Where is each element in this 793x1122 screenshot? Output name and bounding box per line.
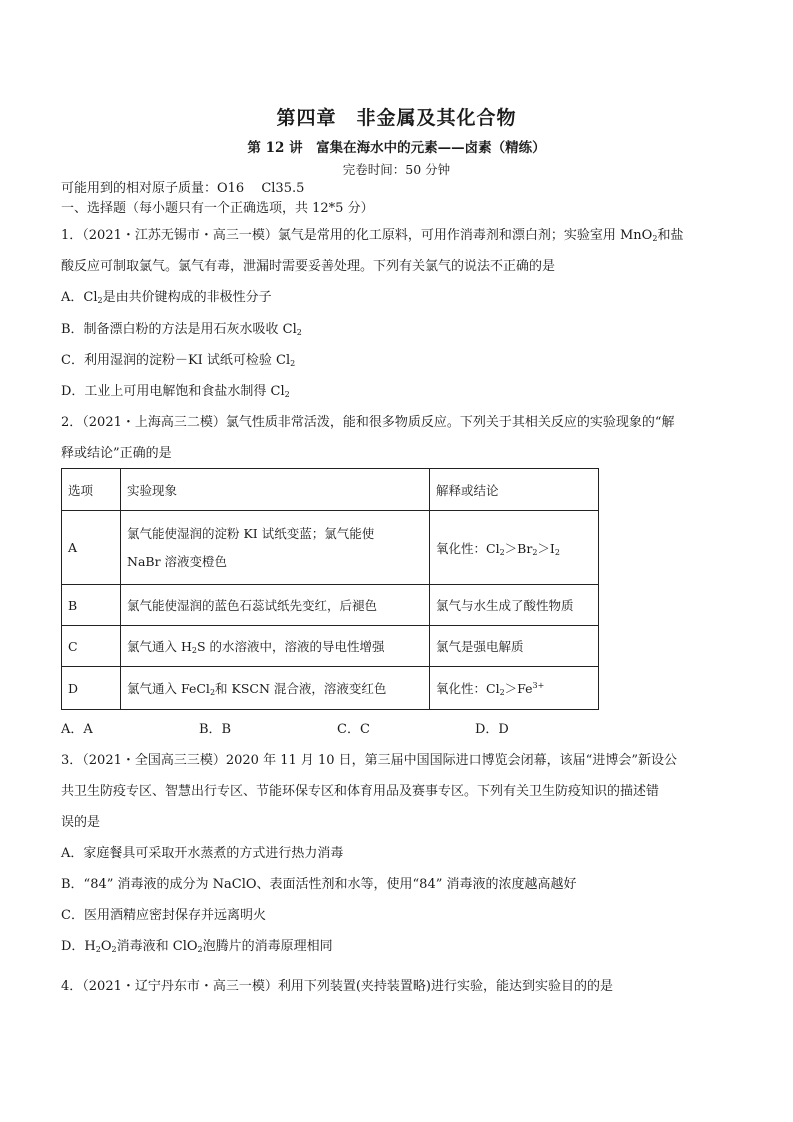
q1-option-b: B．制备漂白粉的方法是用石灰水吸收 $Cl_2$: [61, 322, 302, 337]
q3-option-b: B．“84” 消毒液的成分为 NaClO、表面活性剂和水等，使用“84” 消毒液的浓度越高越好: [61, 877, 577, 892]
q1-option-d: D．工业上可用电解饱和食盐水制得 $Cl_2$: [61, 384, 290, 399]
q2-choice-d: D．D: [475, 722, 509, 737]
table-row: [62, 626, 599, 667]
q1-stem-line1: 1．（2021・江苏无锡市・高三一模）氯气是常用的化工原料，可用作消毒剂和漂白剂；实验室用 MnO$_2$和盐: [61, 228, 684, 243]
row-c-phenomenon: 氯气通入 $H_2S$ 的水溶液中，溶液的导电性增强: [121, 626, 430, 667]
row-a-option: A: [62, 511, 121, 585]
row-c-option: C: [62, 626, 121, 667]
q2-stem-line2: 释或结论”正确的是: [61, 446, 172, 461]
q2-choice-a: A．A: [61, 722, 93, 737]
row-a-conclusion: 氧化性：$Cl_2>Br_2>I_2$: [430, 511, 599, 585]
table-row: [62, 585, 599, 626]
q2-choice-c: C．C: [337, 722, 370, 737]
q2-table: [61, 468, 599, 710]
table-row: [62, 511, 599, 585]
chapter-title: 第四章 非金属及其化合物: [276, 107, 517, 129]
q3-option-a: A．家庭餐具可采取开水蒸煮的方式进行热力消毒: [61, 846, 344, 861]
q4-stem-line1: 4．（2021・辽宁丹东市・高三一模）利用下列装置(夹持装置略)进行实验，能达到实验目的的是: [61, 979, 613, 994]
row-c-conclusion: 氯气是强电解质: [430, 626, 599, 667]
q3-option-c: C．医用酒精应密封保存并远离明火: [61, 908, 266, 923]
row-b-option: B: [62, 585, 121, 626]
q1-option-a: A．$Cl_2$是由共价键构成的非极性分子: [61, 290, 272, 305]
q2-choices: [61, 722, 613, 738]
q3-stem-line3: 误的是: [61, 815, 101, 830]
header-option: 选项: [62, 469, 121, 511]
row-a-phenomenon: 氯气能使湿润的淀粉 KI 试纸变蓝；氯气能使 NaBr 溶液变橙色: [121, 511, 430, 585]
header-phenomenon: 实验现象: [121, 469, 430, 511]
atomic-masses: 可能用到的相对原子质量：O16 Cl35.5: [61, 181, 305, 196]
exam-time: 完卷时间：50 分钟: [342, 162, 451, 177]
row-d-phenomenon: 氯气通入 FeCl$_2$和 KSCN 混合液，溶液变红色: [121, 667, 430, 710]
q3-option-d: D．$H_2O_2$消毒液和 ClO$_2$泡腾片的消毒原理相同: [61, 939, 333, 954]
row-d-conclusion: 氧化性：$Cl_2>Fe^{3+}$: [430, 667, 599, 710]
q3-stem-line2: 共卫生防疫专区、智慧出行专区、节能环保专区和体育用品及赛事专区。下列有关卫生防疫知识的描述错: [61, 784, 660, 799]
q3-stem-line1: 3．（2021・全国高三三模）2020 年 11 月 10 日，第三届中国国际进口博览会闭幕，该届“进博会”新设公: [61, 753, 677, 768]
row-d-option: D: [62, 667, 121, 710]
q1-option-c: C．利用湿润的淀粉－KI 试纸可检验 $Cl_2$: [61, 353, 296, 368]
section-heading: 一、选择题（每小题只有一个正确选项，共 12*5 分）: [61, 201, 374, 216]
row-b-conclusion: 氯气与水生成了酸性物质: [430, 585, 599, 626]
table-row: [62, 667, 599, 710]
table-header-row: [62, 469, 599, 511]
row-b-phenomenon: 氯气能使湿润的蓝色石蕊试纸先变红，后褪色: [121, 585, 430, 626]
q1-stem-line2: 酸反应可制取氯气。氯气有毒，泄漏时需要妥善处理。下列有关氯气的说法不正确的是: [61, 259, 556, 274]
header-conclusion: 解释或结论: [430, 469, 599, 511]
q2-choice-b: B．B: [199, 722, 232, 737]
q2-stem-line1: 2．（2021・上海高三二模）氯气性质非常活泼，能和很多物质反应。下列关于其相关反应的实验现象的“解: [61, 415, 675, 430]
lesson-title: 第 12 讲 富集在海水中的元素——卤素（精练）: [247, 140, 546, 156]
